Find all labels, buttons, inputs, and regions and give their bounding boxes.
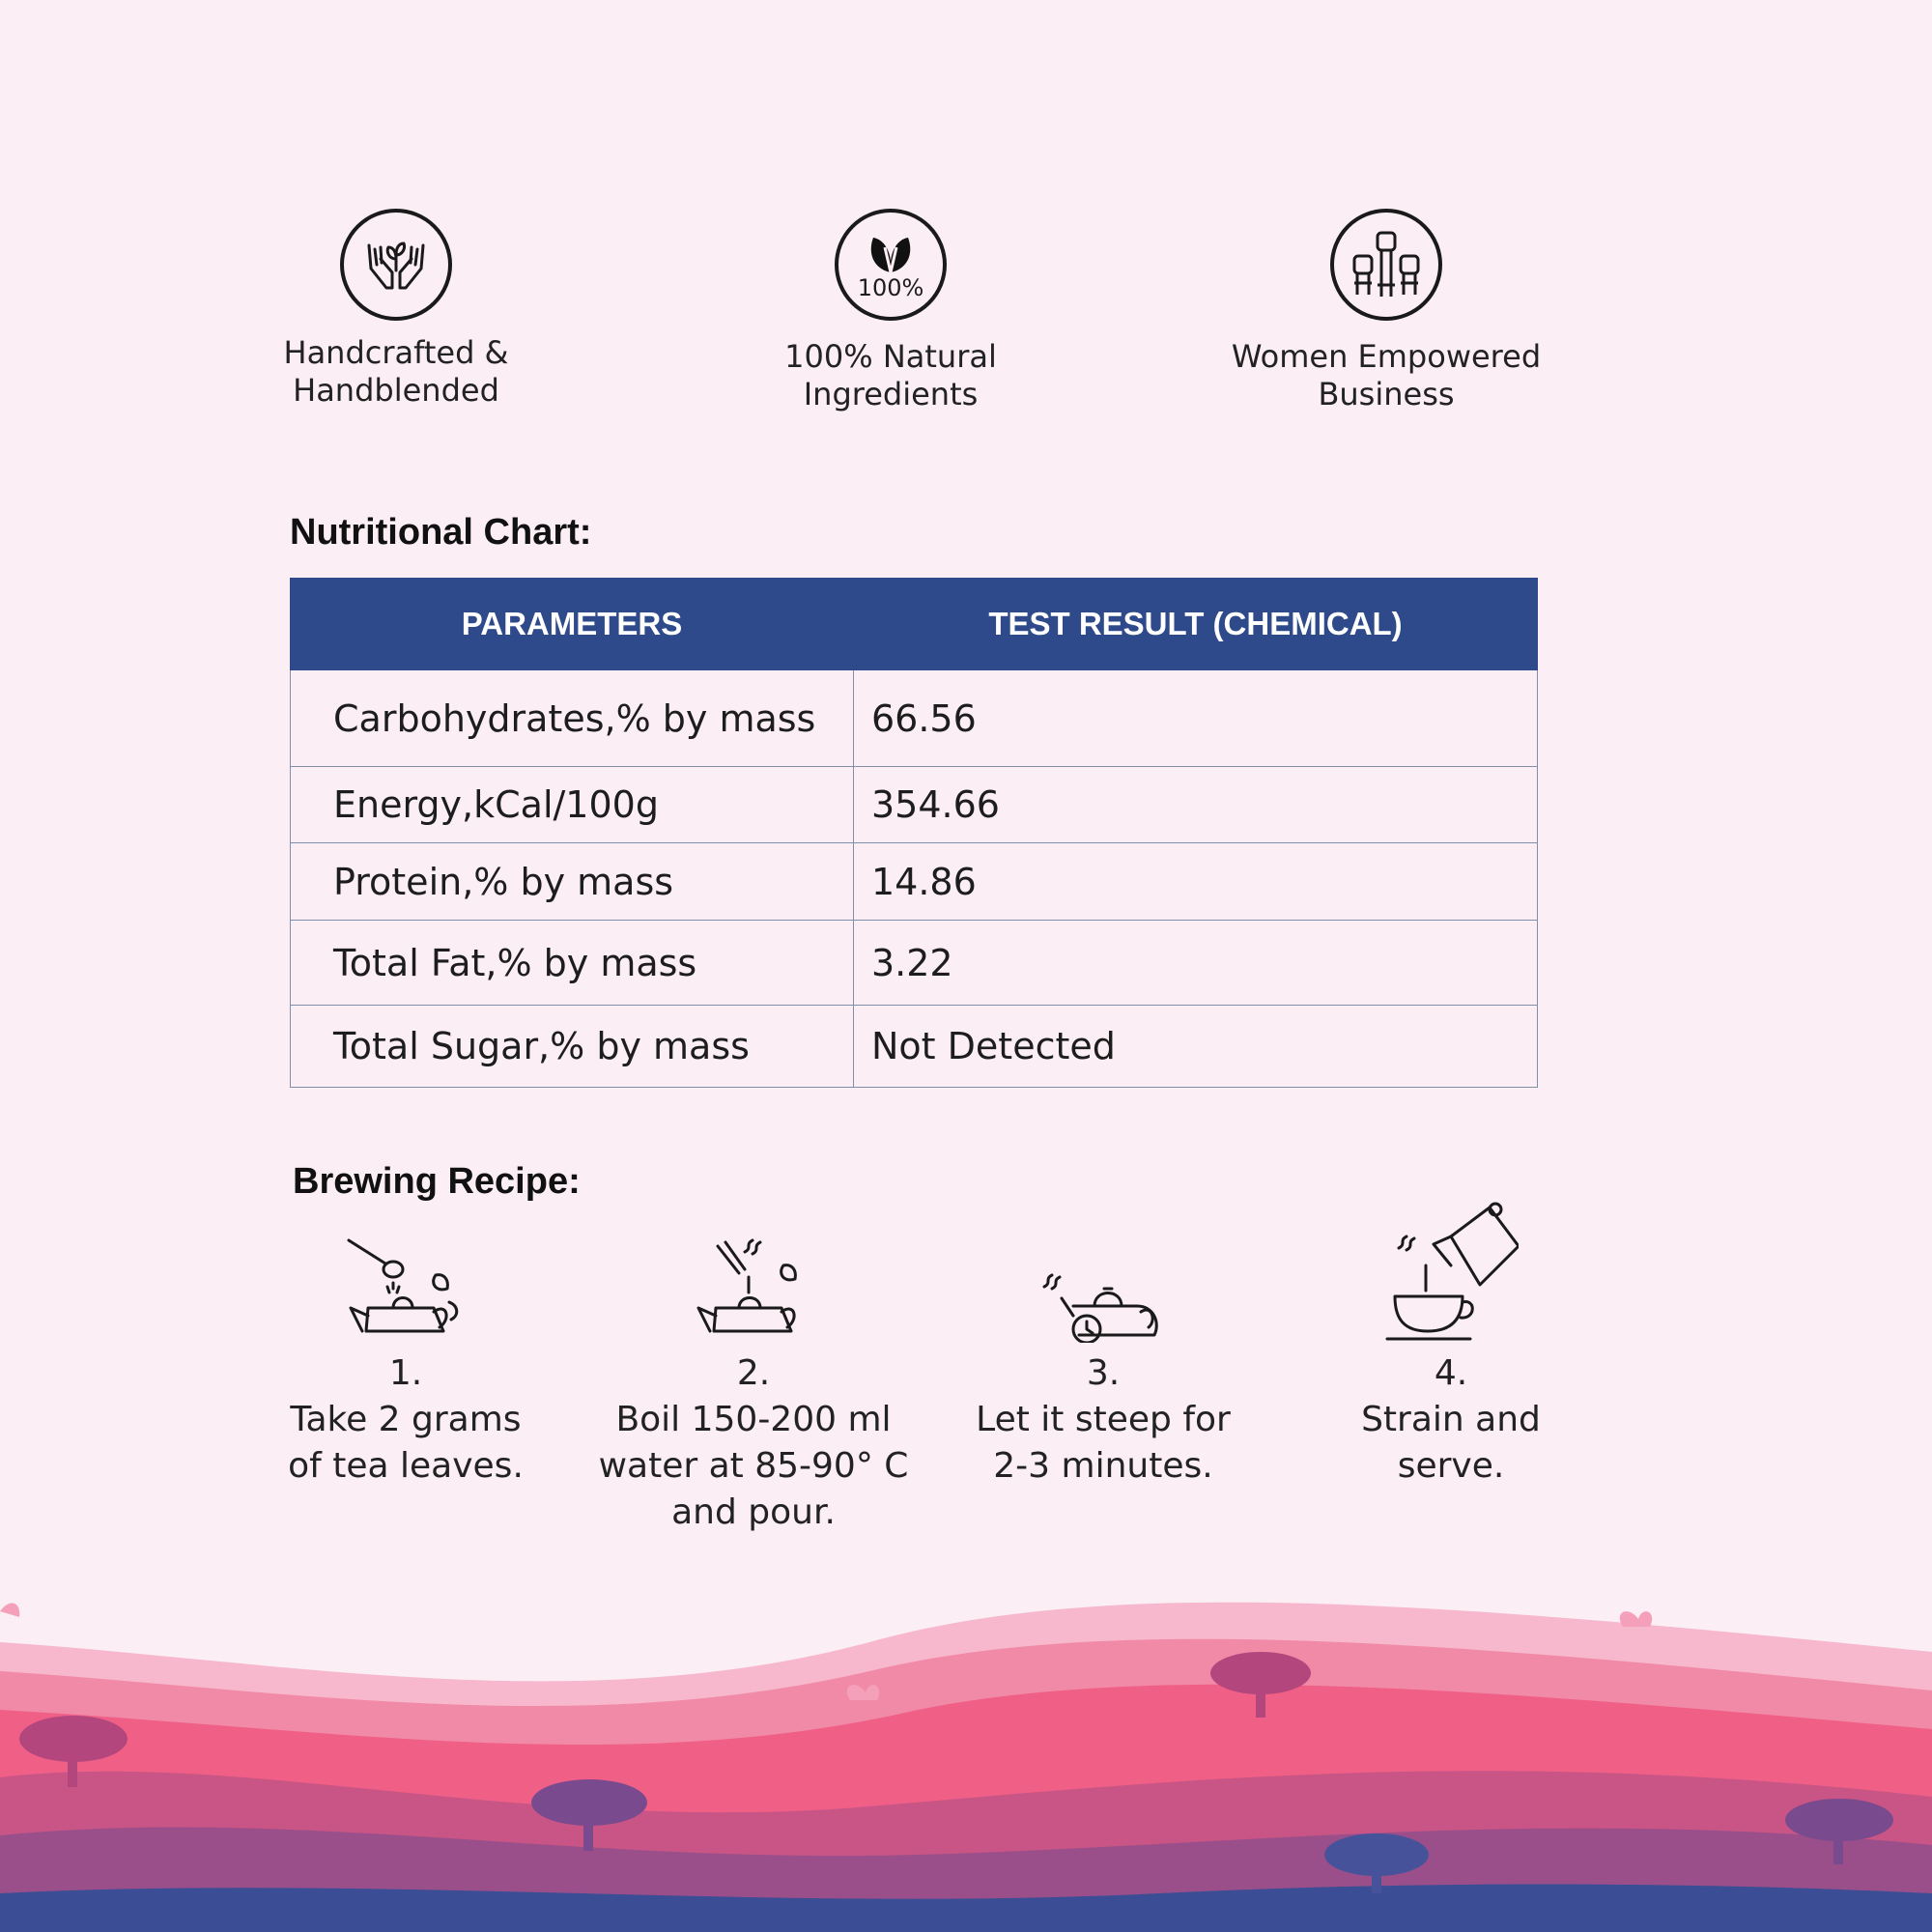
value-cell: 3.22: [854, 921, 1538, 1006]
step-line: of tea leaves.: [288, 1446, 524, 1486]
param-cell: Total Sugar,% by mass: [291, 1006, 854, 1088]
table-row: [291, 767, 1538, 843]
nutrition-table: [290, 578, 1538, 1088]
feature-handcrafted: [222, 209, 570, 410]
hands-leaf-icon: [340, 209, 452, 321]
spoon-teapot-icon: [242, 1227, 570, 1343]
brew-step-3: [939, 1227, 1267, 1490]
brew-step-1: [242, 1227, 570, 1490]
param-cell: Protein,% by mass: [291, 843, 854, 921]
table-row: [291, 1006, 1538, 1088]
table-row: [291, 670, 1538, 767]
decorative-hills: [0, 1584, 1932, 1932]
step-number: 1.: [388, 1353, 423, 1393]
header-test-result: TEST RESULT (CHEMICAL): [854, 579, 1538, 670]
table-header-row: [291, 579, 1538, 670]
param-cell: Energy,kCal/100g: [291, 767, 854, 843]
step-line: Strain and: [1361, 1400, 1541, 1439]
table-row: [291, 843, 1538, 921]
value-cell: Not Detected: [854, 1006, 1538, 1088]
step-number: 3.: [1086, 1353, 1121, 1393]
brewing-title: Brewing Recipe:: [293, 1161, 581, 1202]
feature-label: Handcrafted & Handblended: [283, 334, 509, 409]
feature-label: 100% Natural Ingredients: [784, 338, 997, 412]
step-line: 2-3 minutes.: [993, 1446, 1213, 1486]
value-cell: 66.56: [854, 670, 1538, 767]
timer-teapot-icon: [939, 1227, 1267, 1343]
nutrition-title: Nutritional Chart:: [290, 512, 592, 553]
natural-leaf-icon: [835, 209, 947, 321]
step-line: serve.: [1397, 1446, 1505, 1486]
param-cell: Total Fat,% by mass: [291, 921, 854, 1006]
step-line: Let it steep for: [976, 1400, 1231, 1439]
header-parameters: PARAMETERS: [291, 579, 854, 670]
value-cell: 354.66: [854, 767, 1538, 843]
brew-step-2: [589, 1227, 918, 1536]
step-line: Take 2 grams: [290, 1400, 522, 1439]
feature-label: Women Empowered Business: [1231, 338, 1542, 412]
value-cell: 14.86: [854, 843, 1538, 921]
pour-cup-icon: [1287, 1227, 1615, 1343]
badge-percent-text: 100%: [857, 274, 924, 301]
table-row: [291, 921, 1538, 1006]
raised-fists-icon: [1330, 209, 1442, 321]
brew-step-4: [1287, 1227, 1615, 1490]
step-line: and pour.: [671, 1492, 836, 1532]
step-number: 2.: [736, 1353, 771, 1393]
step-line: water at 85-90° C: [598, 1446, 909, 1486]
feature-natural: [717, 209, 1065, 413]
step-line: Boil 150-200 ml: [615, 1400, 892, 1439]
step-number: 4.: [1434, 1353, 1468, 1393]
param-cell: Carbohydrates,% by mass: [291, 670, 854, 767]
feature-women-empowered: [1212, 209, 1560, 413]
boil-teapot-icon: [589, 1227, 918, 1343]
